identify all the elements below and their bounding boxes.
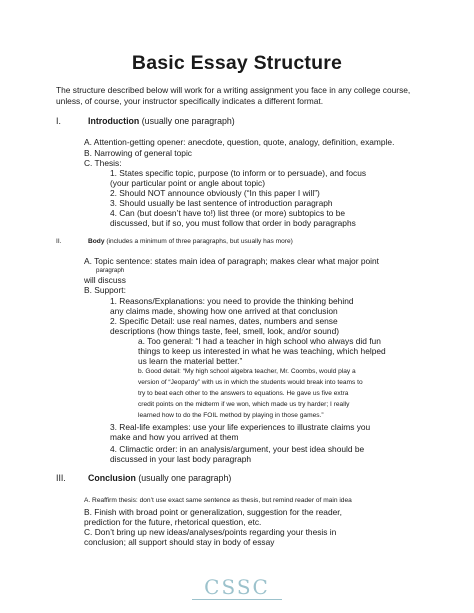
list-item: will discuss <box>84 275 126 285</box>
list-item: A. Attention-getting opener: anecdote, question, quote, analogy, definition, example. <box>84 137 395 147</box>
list-item: a. Too general: “I had a teacher in high school who always did fun <box>138 336 381 346</box>
list-item: things to keep us interested in what he was teaching, which helped <box>138 346 386 356</box>
list-item: B. Narrowing of general topic <box>84 148 192 158</box>
section-title: Body <box>88 238 105 245</box>
list-item: 4. Can (but doesn’t have to!) list three (or more) subtopics to be <box>110 208 346 218</box>
list-item: version of “Jeopardy” with us in which the students would break into teams to <box>138 379 363 386</box>
list-item: try to beat each other to the answers to equations. He gave us five extra <box>138 390 349 397</box>
list-item: paragraph <box>96 267 125 274</box>
list-item: 1. States specific topic, purpose (to inform or to persuade), and focus <box>110 168 367 178</box>
list-item: any claims made, showing how one arrived at that conclusion <box>110 306 338 316</box>
list-item: (your particular point or angle about topic) <box>110 178 266 188</box>
list-item: b. Good detail: “My high school algebra teacher, Mr. Coombs, would play a <box>138 368 356 375</box>
list-item: A. Topic sentence: states main idea of paragraph; makes clear what major point <box>84 256 379 266</box>
section-title: Introduction <box>88 116 140 126</box>
list-item: descriptions (how things taste, feel, smell, look, and/or sound) <box>110 326 340 336</box>
page-title: Basic Essay Structure <box>131 52 343 74</box>
list-item: B. Finish with broad point or generalization, suggestion for the reader, <box>84 507 342 517</box>
list-item: 1. Reasons/Explanations: you need to provide the thinking behind <box>110 296 354 306</box>
section-number: II. <box>56 238 62 245</box>
intro-paragraph: The structure described below will work for a writing assignment you face in any college course, unless, of course, your instructor specifically indicates a different format. <box>56 85 411 106</box>
list-item: C. Thesis: <box>84 158 122 168</box>
list-item: 4. Climactic order: in an analysis/argument, your best idea should be <box>110 444 365 454</box>
section-note: (includes a minimum of three paragraphs, but usually has more) <box>104 238 293 245</box>
section-title: Conclusion <box>88 473 136 483</box>
logo <box>0 575 474 603</box>
section-number: I. <box>56 116 61 126</box>
list-item: make and how you arrived at them <box>110 432 239 442</box>
list-item: learned how to do the FOIL method by playing in those games.” <box>138 412 324 419</box>
logo-text: CSSC <box>204 575 270 599</box>
list-item: 3. Real-life examples: use your life experiences to illustrate claims you <box>110 422 371 432</box>
section-number: III. <box>56 473 66 483</box>
list-item: discussed, but if so, you must follow that order in body paragraphs <box>110 218 356 228</box>
list-item: discussed in your last body paragraph <box>110 454 252 464</box>
list-item: 2. Should NOT announce obviously (“In this paper I will”) <box>110 188 320 198</box>
list-item: 2. Specific Detail: use real names, dates, numbers and sense <box>110 316 338 326</box>
section-note: (usually one paragraph) <box>139 116 235 126</box>
list-item: C. Don’t bring up new ideas/analyses/points regarding your thesis in <box>84 527 337 537</box>
logo-underline <box>192 599 282 603</box>
list-item: credit points on the midterm if we won, which made us try harder; I really <box>138 401 350 408</box>
list-item: 3. Should usually be last sentence of introduction paragraph <box>110 198 333 208</box>
list-item: conclusion; all support should stay in body of essay <box>84 537 275 547</box>
list-item: A. Reaffirm thesis: don’t use exact same sentence as thesis, but remind reader of main idea <box>84 497 352 504</box>
section-note: (usually one paragraph) <box>135 473 232 483</box>
list-item: us learn the material better.” <box>138 356 243 366</box>
list-item: prediction for the future, rhetorical question, etc. <box>84 517 262 527</box>
list-item: B. Support: <box>84 285 126 295</box>
